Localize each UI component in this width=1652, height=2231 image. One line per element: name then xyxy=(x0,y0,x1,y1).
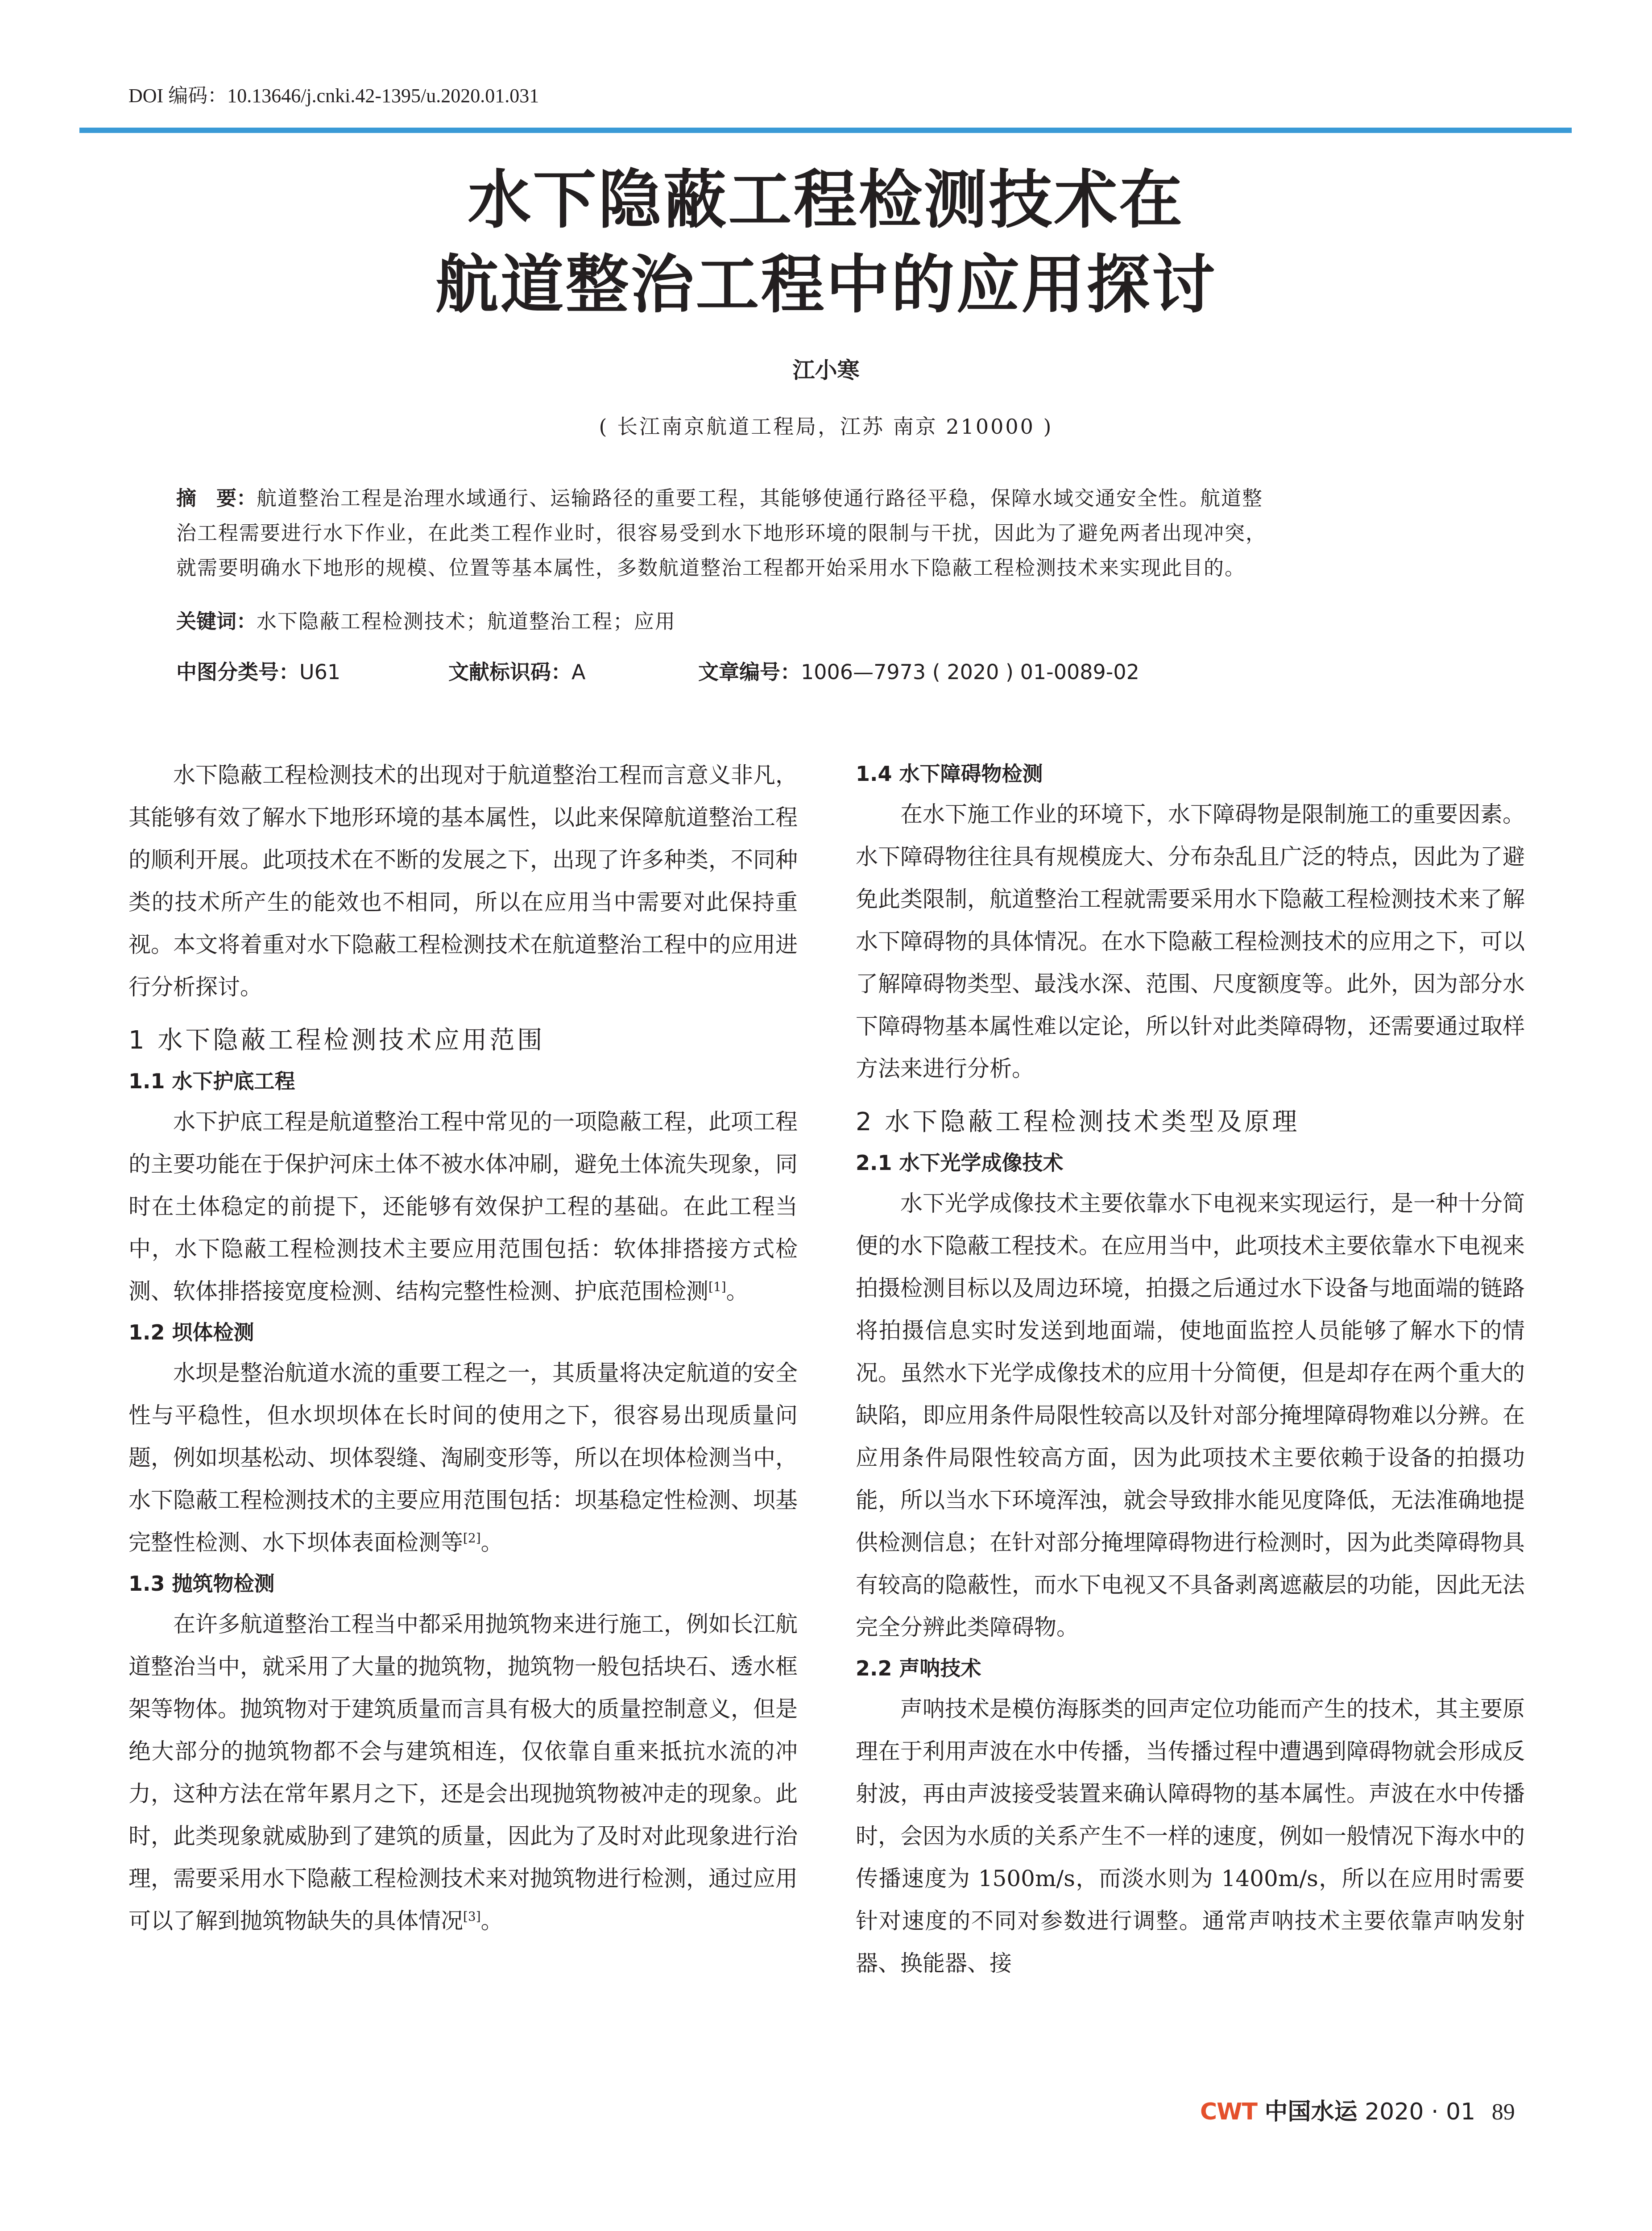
reference-1: [1] xyxy=(708,1279,726,1294)
document-code xyxy=(448,656,585,685)
section-1-1-paragraph: 水下护底工程是航道整治工程中常见的一项隐蔽工程，此项工程的主要功能在于保护河床土体不被水体冲刷，避免土体流失现象，同时在土体稳定的前提下，还能够有效保护工程的基础。在此工程当中，水下隐蔽工程检测技术主要应用范围包括：软体排搭接方式检测、软体排搭接宽度检测、结构完整性检测、护底范围检测[1]。 xyxy=(128,1109,798,1304)
doc-value: A xyxy=(571,660,586,684)
section-1-1-text: 水下护底工程是航道整治工程中常见的一项隐蔽工程，此项工程的主要功能在于保护河床土体不被水体冲刷，避免土体流失现象，同时在土体稳定的前提下，还能够有效保护工程的基础。在此工程当中，水下隐蔽工程检测技术主要应用范围包括：软体排搭接方式检测、软体排搭接宽度检测、结构完整性检测、护底范围检测 xyxy=(128,1109,798,1304)
journal-brand-logo: CWT xyxy=(1200,2098,1257,2125)
abstract-line-2: 治工程需要进行水下作业，在此类工程作业时，很容易受到水下地形环境的限制与干扰，因此为了避免两者出现冲突， xyxy=(176,521,1267,545)
section-2-heading: 2 水下隐蔽工程检测技术类型及原理 xyxy=(856,1107,1300,1136)
doi-code: DOI 编码：10.13646/j.cnki.42-1395/u.2020.01.031 xyxy=(128,85,539,107)
section-2-2-heading: 2.2 声呐技术 xyxy=(856,1656,981,1680)
section-2-2-paragraph: 声呐技术是模仿海豚类的回声定位功能而产生的技术，其主要原理在于利用声波在水中传播，当传播过程中遭遇到障碍物就会形成反射波，再由声波接受装置来确认障碍物的基本属性。声波在水中传播时，会因为水质的关系产生不一样的速度，例如一般情况下海水中的传播速度为 1500m/s，而淡水则为 1400m/s，所以在应用时需要针对速度的不同对参数进行调整。通常声呐技术主要依靠声呐发射器、换能器、接 xyxy=(856,1696,1525,1976)
clc-value: U61 xyxy=(299,660,341,684)
keywords-line xyxy=(176,605,676,634)
section-1-3-paragraph: 在许多航道整治工程当中都采用抛筑物来进行施工，例如长江航道整治当中，就采用了大量的抛筑物，抛筑物一般包括块石、透水框架等物体。抛筑物对于建筑质量而言具有极大的质量控制意义，但是绝大部分的抛筑物都不会与建筑相连，仅依靠自重来抵抗水流的冲力，这种方法在常年累月之下，还是会出现抛筑物被冲走的现象。此时，此类现象就威胁到了建筑的质量，因此为了及时对此现象进行治理，需要采用水下隐蔽工程检测技术来对抛筑物进行检测，通过应用可以了解到抛筑物缺失的具体情况[3]。 xyxy=(128,1611,798,1934)
clc-label: 中图分类号： xyxy=(176,660,299,684)
art-label: 文章编号： xyxy=(698,660,801,684)
art-value: 1006—7973 ( 2020 ) 01-0089-02 xyxy=(801,660,1139,684)
section-1-4-heading: 1.4 水下障碍物检测 xyxy=(856,762,1043,786)
section-1-2-text: 水坝是整治航道水流的重要工程之一，其质量将决定航道的安全性与平稳性，但水坝坝体在长时间的使用之下，很容易出现质量问题，例如坝基松动、坝体裂缝、淘刷变形等，所以在坝体检测当中，水下隐蔽工程检测技术的主要应用范围包括：坝基稳定性检测、坝基完整性检测、水下坝体表面检测等 xyxy=(128,1360,798,1555)
section-1-2-paragraph: 水坝是整治航道水流的重要工程之一，其质量将决定航道的安全性与平稳性，但水坝坝体在长时间的使用之下，很容易出现质量问题，例如坝基松动、坝体裂缝、淘刷变形等，所以在坝体检测当中，水下隐蔽工程检测技术的主要应用范围包括：坝基稳定性检测、坝基完整性检测、水下坝体表面检测等[2]。 xyxy=(128,1360,798,1555)
section-1-2-heading: 1.2 坝体检测 xyxy=(128,1320,254,1344)
article-number xyxy=(698,656,1139,685)
page-number: 89 xyxy=(1491,2099,1515,2125)
right-column xyxy=(856,754,1525,1985)
abstract-label: 摘 要： xyxy=(176,486,257,510)
reference-2: [2] xyxy=(463,1530,481,1546)
left-column xyxy=(128,754,798,1942)
section-1-3-heading: 1.3 抛筑物检测 xyxy=(128,1572,275,1596)
reference-3: [3] xyxy=(463,1909,481,1924)
journal-name: 中国水运 xyxy=(1264,2098,1358,2125)
intro-paragraph: 水下隐蔽工程检测技术的出现对于航道整治工程而言意义非凡，其能够有效了解水下地形环境的基本属性，以此来保障航道整治工程的顺利开展。此项技术在不断的发展之下，出现了许多种类，不同种类的技术所产生的能效也不相同，所以在应用当中需要对此保持重视。本文将着重对水下隐蔽工程检测技术在航道整治工程中的应用进行分析探讨。 xyxy=(128,762,798,1000)
keywords-label: 关键词： xyxy=(176,610,257,633)
clc-number xyxy=(176,656,340,685)
keywords-text: 水下隐蔽工程检测技术；航道整治工程；应用 xyxy=(257,610,676,633)
article-title-line-1: 水下隐蔽工程检测技术在 xyxy=(468,163,1184,237)
abstract-line-3: 就需要明确水下地形的规模、位置等基本属性，多数航道整治工程都开始采用水下隐蔽工程检测技术来实现此目的。 xyxy=(176,556,1246,580)
doc-label: 文献标识码： xyxy=(448,660,571,684)
author-affiliation: ( 长江南京航道工程局，江苏 南京 210000 ) xyxy=(599,415,1053,439)
article-title-line-2: 航道整治工程中的应用探讨 xyxy=(435,248,1217,322)
journal-issue: 2020 · 01 xyxy=(1365,2098,1476,2125)
author-name: 江小寒 xyxy=(792,357,860,383)
page-footer xyxy=(1200,2093,1515,2126)
section-2-1-paragraph: 水下光学成像技术主要依靠水下电视来实现运行，是一种十分简便的水下隐蔽工程技术。在应用当中，此项技术主要依靠水下电视来拍摄检测目标以及周边环境，拍摄之后通过水下设备与地面端的链路将拍摄信息实时发送到地面端，使地面监控人员能够了解水下的情况。虽然水下光学成像技术的应用十分简便，但是却存在两个重大的缺陷，即应用条件局限性较高以及针对部分掩埋障碍物难以分辨。在应用条件局限性较高方面，因为此项技术主要依赖于设备的拍摄功能，所以当水下环境浑浊，就会导致排水能见度降低，无法准确地提供检测信息；在针对部分掩埋障碍物进行检测时，因为此类障碍物具有较高的隐蔽性，而水下电视又不具备剥离遮蔽层的功能，因此无法完全分辨此类障碍物。 xyxy=(856,1190,1525,1640)
section-1-heading: 1 水下隐蔽工程检测技术应用范围 xyxy=(128,1026,545,1055)
section-1-1-heading: 1.1 水下护底工程 xyxy=(128,1069,295,1093)
section-1-3-text: 在许多航道整治工程当中都采用抛筑物来进行施工，例如长江航道整治当中，就采用了大量的抛筑物，抛筑物一般包括块石、透水框架等物体。抛筑物对于建筑质量而言具有极大的质量控制意义，但是绝大部分的抛筑物都不会与建筑相连，仅依靠自重来抵抗水流的冲力，这种方法在常年累月之下，还是会出现抛筑物被冲走的现象。此时，此类现象就威胁到了建筑的质量，因此为了及时对此现象进行治理，需要采用水下隐蔽工程检测技术来对抛筑物进行检测，通过应用可以了解到抛筑物缺失的具体情况 xyxy=(128,1611,798,1934)
header-rule xyxy=(79,128,1572,133)
section-2-1-heading: 2.1 水下光学成像技术 xyxy=(856,1151,1064,1175)
section-1-4-paragraph: 在水下施工作业的环境下，水下障碍物是限制施工的重要因素。水下障碍物往往具有规模庞大、分布杂乱且广泛的特点，因此为了避免此类限制，航道整治工程就需要采用水下隐蔽工程检测技术来了解水下障碍物的具体情况。在水下隐蔽工程检测技术的应用之下，可以了解障碍物类型、最浅水深、范围、尺度额度等。此外，因为部分水下障碍物基本属性难以定论，所以针对此类障碍物，还需要通过取样方法来进行分析。 xyxy=(856,801,1525,1082)
abstract-text-1: 航道整治工程是治理水域通行、运输路径的重要工程，其能够使通行路径平稳，保障水域交通安全性。航道整 xyxy=(257,486,1263,510)
abstract-line-1 xyxy=(176,482,1263,511)
